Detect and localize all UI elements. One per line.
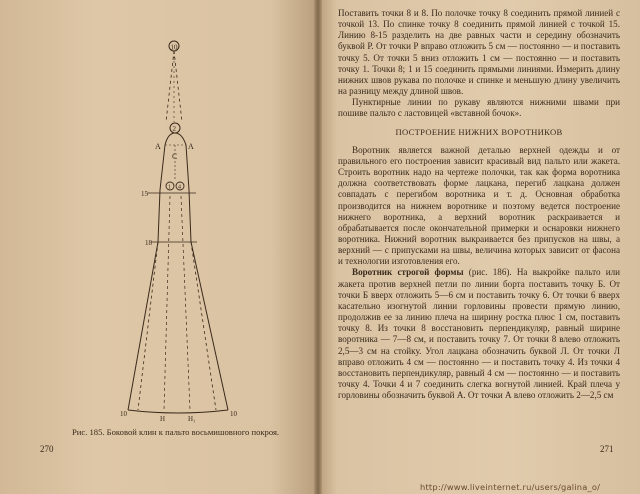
paragraph-4 [338,267,620,401]
paragraph-4-runin: Воротник строгой формы [352,267,464,278]
figure-label-1: 1 [168,184,171,191]
book-gutter [314,0,322,494]
left-page [0,0,318,494]
paragraph-2: Пунктирные линии по рукаву являются нижними швами при пошиве пальто с ластовицей «вставной бочок». [338,97,620,119]
page-number-left: 270 [40,444,54,454]
figure-label-bottom-right: 10 [230,410,237,418]
figure-label-H: Н [160,415,166,423]
watermark-url: http://www.liveinternet.ru/users/galina_o/ [420,482,601,492]
figure-label-top: 10 [170,43,178,52]
figure-label-bottom-left: 10 [120,410,127,418]
paragraph-4-body: (рис. 186). На выкройке пальто или жакета против верхней петли по линии борта поставить точку Б. От точки Б вверх отложить 5—6 см и поставить точку 6. От точки 6 вверх касательно изогнутой линии горловины провести прямую линию, продолжив ее за линию плеча на ширину ростка плюс 1 см, поставить точку 8. Из точки 8 восстановить перпендикуляр, равный ширине воротника — 7—8 см, и поставить точку 7. От точки 8 влево отложить 2,5—3 см на стойку. Угол лацкана обозначить буквой Л. От точки Л вправо отложить 4 см — постоянно — и поставить точку 4. Из точки 4 восстановить перпендикуляр, равный 4 см — постоянно — и поставить точку 4. Точки 4 и 7 соединить слегка вогнутой линией. Край плеча у горловины обозначить буквой А. От точки А влево отложить 2—2,5 см [338,267,620,401]
paragraph-1: Поставить точки 8 и 8. По полочке точку 8 соединить прямой линией с точкой 13. По спинке точку 8 соединить прямой линией с точкой 15. Линию 8-15 разделить на две равных части и середину обозначить буквой Р. От точки Р вправо отложить 5 см — постоянно — и поставить точку 5. От точки 5 вниз отложить 1 см — постоянно — и поставить точку 1. Точки 8; 1 и 15 соединить прямыми линиями. Измерить длину нижних швов рукава по полочке и спинке и меньшую длину увеличить на разницу между длиной швов. [338,8,620,97]
pattern-figure [0,0,318,494]
right-page-text [338,8,620,401]
figure-caption: Рис. 185. Боковой клин к пальто восьмишовного покроя. [72,427,280,437]
figure-label-A-right: А [188,142,194,151]
section-heading: ПОСТРОЕНИЕ НИЖНИХ ВОРОТНИКОВ [395,126,563,137]
figure-label-C: С [172,152,178,161]
figure-label-H1: Н₁ [188,415,196,423]
figure-label-18: 18 [145,239,152,247]
page-number-right: 271 [600,444,614,454]
figure-label-15: 15 [141,190,148,198]
figure-label-2: 2 [172,125,176,133]
figure-label-4: 4 [178,184,181,191]
figure-label-A: А [155,142,161,151]
paragraph-3: Воротник является важной деталью верхней одежды и от правильного его построения зависит красивый вид пальто или жакета. Строить воротник надо на чертеже полочки, так как форма воротника должна соответствовать форме лацкана, перегиб лацкана должен совпадать с перегибом воротника и т. д. Основная обработка производится на нижнем воротнике и поэтому ведется построение нижнего воротника, а верхний воротник раскраивается и обрабатывается после окончательной примерки и оснаровки нижнего воротника. Нижний воротник выкраивается без припусков на швы, а верхний — с припусками на швы, величина которых зависит от фасона и технологии изготовления его. [338,144,620,267]
